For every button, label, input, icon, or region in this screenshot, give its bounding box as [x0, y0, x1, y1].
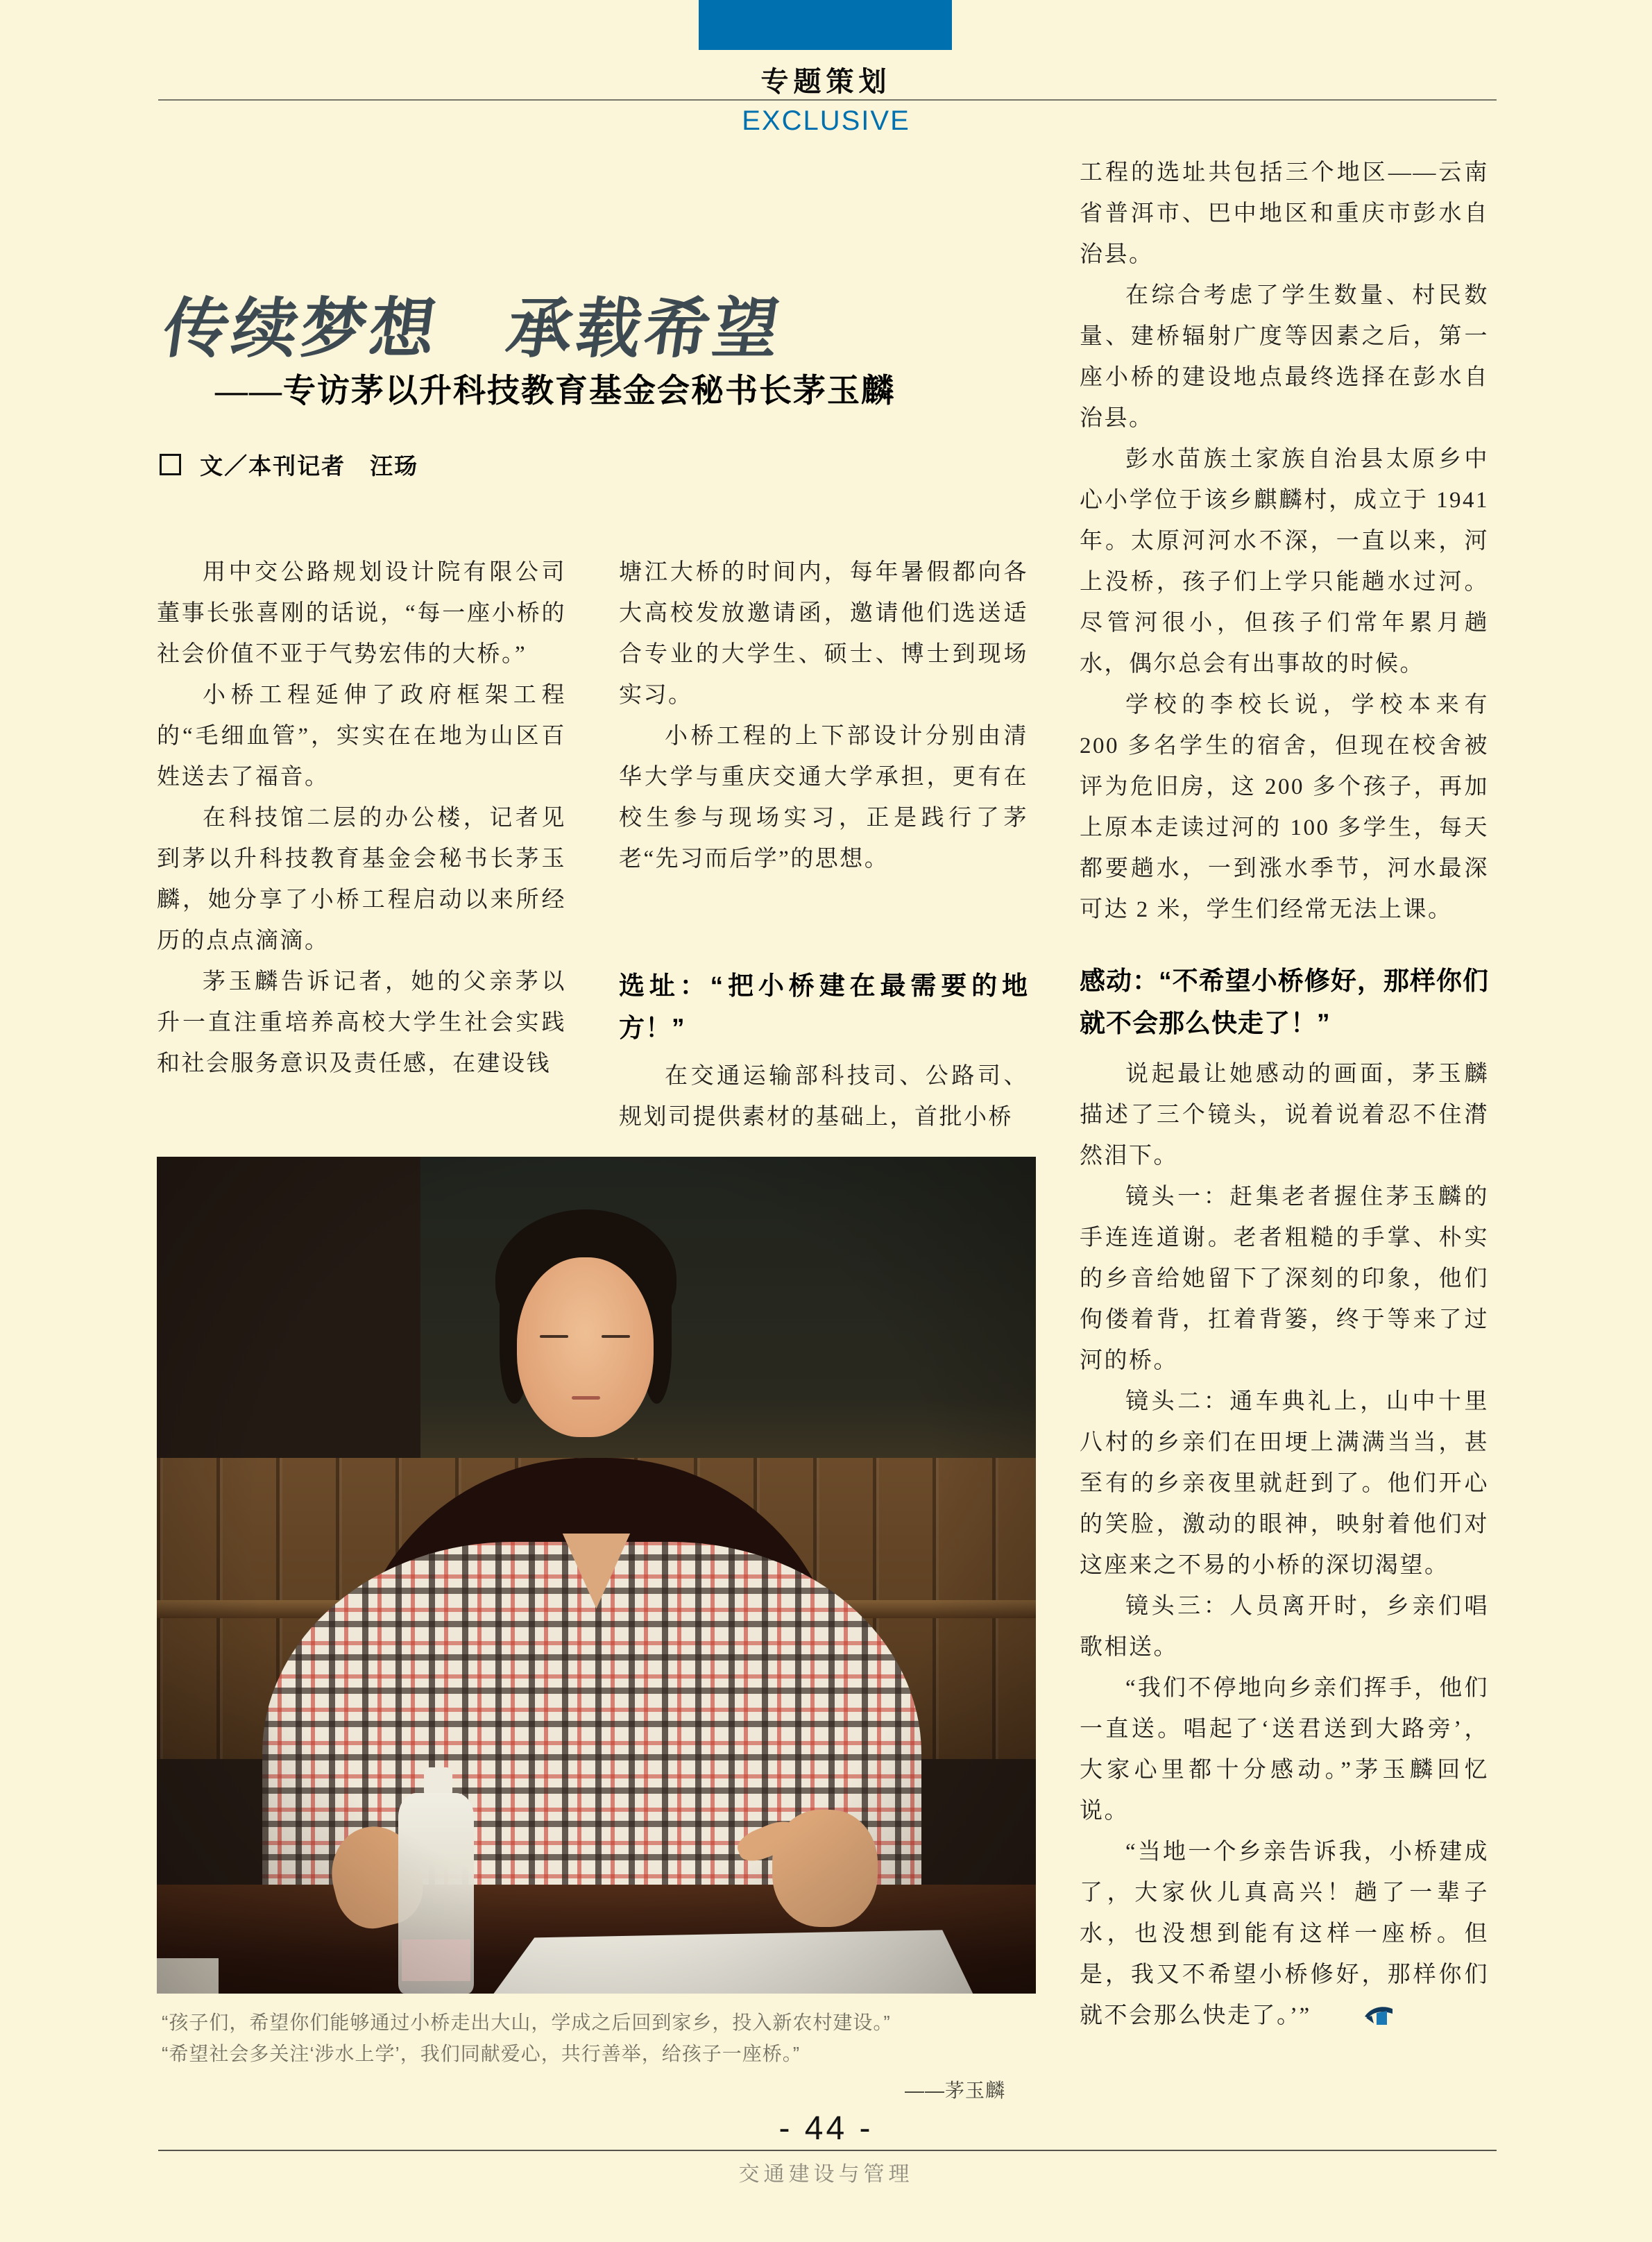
paragraph-continued: 工程的选址共包括三个地区——云南省普洱市、巴中地区和重庆市彭水自治县。	[1080, 160, 1489, 267]
byline-text: 文／本刊记者 汪玚	[200, 453, 419, 479]
photo-vignette	[157, 1157, 1036, 1994]
end-of-article-logo-icon	[1318, 1998, 1347, 2019]
topic-tag: 专题策划	[760, 67, 892, 97]
photo-caption	[162, 2007, 1033, 2106]
topic-tag-english: EXCLUSIVE	[742, 105, 910, 136]
column-2	[619, 552, 1028, 1155]
column-1	[157, 552, 566, 1155]
paragraph: 彭水苗族土家族自治县太原乡中心小学位于该乡麒麟村，成立于 1941 年。太原河河水不深，一直以来，河上没桥，孩子们上学只能趟水过河。尽管河很小，但孩子们常年累月趟水，偶尔总会有出事故的时候。	[1080, 447, 1489, 677]
paragraph: 镜头一：赶集老者握住茅玉麟的手连连道谢。老者粗糙的手掌、朴实的乡音给她留下了深刻的印象，他们佝偻着背，扛着背篓，终于等来了过河的桥。	[1080, 1184, 1489, 1373]
header-rule	[158, 99, 1497, 101]
paragraph-text: “当地一个乡亲告诉我，小桥建成了，大家伙儿真高兴！趟了一辈子水，也没想到能有这样一座桥。但是，我又不希望小桥修好，那样你们就不会那么快走了。’”	[1080, 1840, 1489, 2028]
byline-square-icon	[160, 454, 181, 475]
header-blue-block	[699, 0, 952, 50]
caption-line: “希望社会多关注‘涉水上学’，我们同献爱心，共行善举，给孩子一座桥。”	[162, 2043, 801, 2064]
paragraph: 在科技馆二层的办公楼，记者见到茅以升科技教育基金会秘书长茅玉麟，她分享了小桥工程启动以来所经历的点点滴滴。	[157, 806, 566, 953]
paragraph: 小桥工程的上下部设计分别由清华大学与重庆交通大学承担，更有在校生参与现场实习，正是践行了茅老“先习而后学”的思想。	[619, 724, 1028, 872]
paragraph: 在交通运输部科技司、公路司、规划司提供素材的基础上，首批小桥	[619, 1064, 1028, 1130]
column-3	[1080, 153, 1489, 2109]
paragraph: 小桥工程延伸了政府框架工程的“毛细血管”，实实在在地为山区百姓送去了福音。	[157, 683, 566, 790]
paragraph: 用中交公路规划设计院有限公司董事长张喜刚的话说，“每一座小桥的社会价值不亚于气势宏伟的大桥。”	[157, 560, 566, 667]
paragraph: “我们不停地向乡亲们挥手，他们一直送。唱起了‘送君送到大路旁’，大家心里都十分感动。”茅玉麟回忆说。	[1080, 1676, 1489, 1824]
paragraph: 在综合考虑了学生数量、村民数量、建桥辐射广度等因素之后，第一座小桥的建设地点最终选择在彭水自治县。	[1080, 283, 1489, 431]
section-heading-location: 选址：“把小桥建在最需要的地方！”	[619, 971, 1028, 1042]
byline	[160, 448, 418, 481]
paragraph: 学校的李校长说，学校本来有 200 多名学生的宿舍，但现在校舍被评为危旧房，这 200 多个孩子，再加上原本走读过河的 100 多学生，每天都要趟水，一到涨水季节，河水最深可达 2 米，学生们经常无法上课。	[1080, 693, 1489, 922]
paragraph-continued: 塘江大桥的时间内，每年暑假都向各大高校发放邀请函，邀请他们选送适合专业的大学生、硕士、博士到现场实习。	[619, 560, 1028, 708]
journal-name: 交通建设与管理	[738, 2163, 914, 2186]
footer-rule	[158, 2150, 1497, 2151]
caption-line: “孩子们，希望你们能够通过小桥走出大山，学成之后回到家乡，投入新农村建设。”	[162, 2012, 891, 2033]
page-number: - 44 -	[778, 2110, 874, 2147]
paragraph-last	[1080, 1832, 1489, 2037]
article-subtitle: ——专访茅以升科技教育基金会秘书长茅玉麟	[215, 373, 895, 409]
paragraph: 茅玉麟告诉记者，她的父亲茅以升一直注重培养高校大学生社会实践和社会服务意识及责任感，在建设钱	[157, 969, 566, 1076]
article-title: 传续梦想 承载希望	[158, 292, 787, 365]
paragraph: 镜头三：人员离开时，乡亲们唱歌相送。	[1080, 1594, 1489, 1660]
paragraph: 镜头二：通车典礼上，山中十里八村的乡亲们在田埂上满满当当，甚至有的乡亲夜里就赶到了。他们开心的笑脸，激动的眼神，映射着他们对这座来之不易的小桥的深切渴望。	[1080, 1389, 1489, 1578]
section-heading-moved: 感动：“不希望小桥修好，那样你们就不会那么快走了！”	[1080, 967, 1489, 1037]
paragraph: 说起最让她感动的画面，茅玉麟描述了三个镜头，说着说着忍不住潸然泪下。	[1080, 1062, 1489, 1169]
caption-attribution: ——茅玉麟	[904, 2080, 1005, 2101]
interview-photo	[157, 1157, 1036, 1994]
